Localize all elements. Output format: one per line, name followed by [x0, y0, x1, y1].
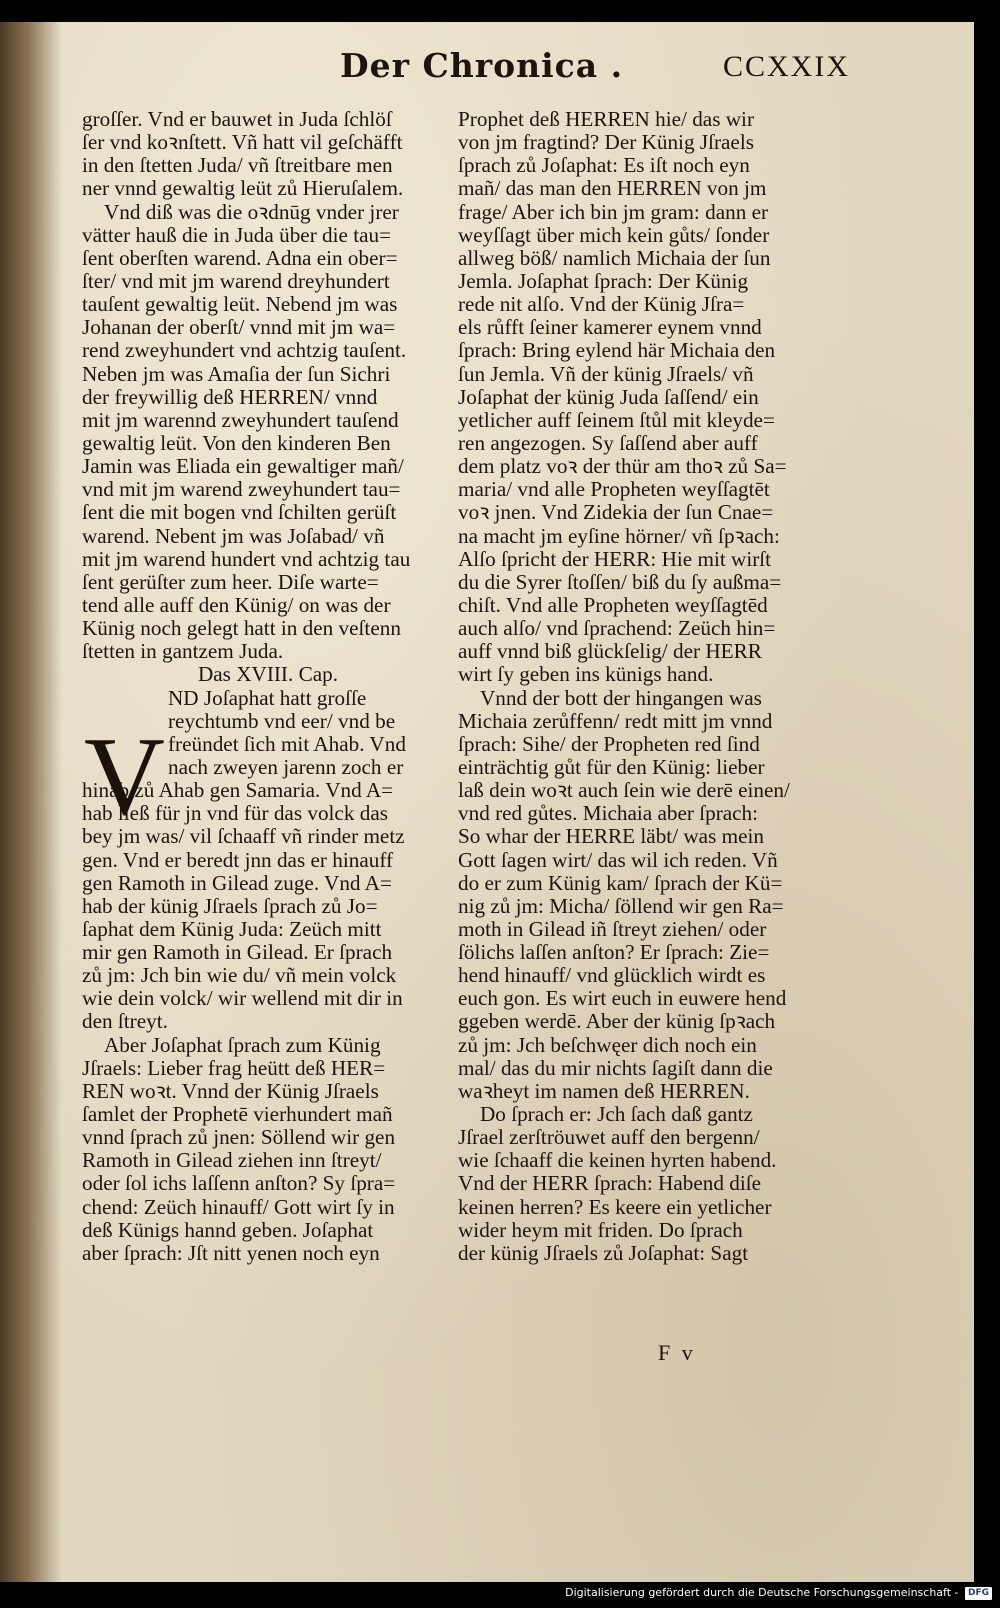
text-line: Das XVIII. Cap. — [197, 662, 339, 687]
page-header — [340, 46, 860, 96]
text-line: hab der künig Jſraels ſprach zů Jo= — [82, 893, 378, 918]
text-line: den ſtreyt. — [82, 1009, 168, 1034]
text-line: Vnd diß was die oꝛdnūg vnder jrer — [104, 199, 399, 224]
text-line: der künig Jſraels zů Joſaphat: Sagt — [458, 1240, 749, 1265]
text-line: ſter/ vnd mit jm warend dreyhundert — [82, 268, 390, 293]
text-line: ſent gerüſter zum heer. Diſe warte= — [82, 569, 379, 594]
running-title: Der Chronica . — [340, 46, 624, 85]
text-line: mañ/ das man den HERREN von jm — [458, 176, 767, 201]
text-line: ſamlet der Prophetē vierhundert mañ — [82, 1102, 393, 1127]
text-line: chend: Zeüch hinauff/ Gott wirt ſy in — [82, 1194, 395, 1219]
text-line: bey jm was/ vil ſchaaff vñ rinder metz — [82, 824, 405, 849]
text-line: ſölichs laſſen anſton? Er ſprach: Zie= — [458, 940, 770, 965]
text-line: vnd red gůtes. Michaia aber ſprach: — [458, 801, 759, 826]
text-line: laß dein woꝛt auch ſein wie derē einen/ — [458, 778, 790, 803]
text-line: na macht jm eyſine hörner/ vñ ſpꝛach: — [458, 523, 780, 548]
text-line: Jamin was Eliada ein gewaltiger mañ/ — [82, 454, 404, 479]
text-line: mal/ das du mir nichts ſagiſt dann die — [458, 1055, 773, 1080]
text-line: in den ſtetten Juda/ vñ ſtreitbare men — [82, 153, 393, 178]
text-line: ſprach: Sihe/ der Propheten red ſind — [458, 731, 760, 756]
text-line: So whar der HERRE läbt/ was mein — [458, 824, 764, 849]
text-line: auch alſo/ vnd ſprachend: Zeüch hin= — [458, 616, 776, 641]
page-gutter-shadow — [0, 22, 62, 1582]
text-line: tauſent gewaltig leüt. Nebend jm was — [82, 292, 398, 317]
text-line: ſent oberſten warend. Adna ein ober= — [82, 245, 398, 270]
text-line: ſer vnd koꝛnſtett. Vñ hatt vil geſchäfft — [82, 130, 403, 155]
text-line: mit jm warennd zweyhundert tauſend — [82, 407, 399, 432]
text-line: euch gon. Es wirt euch in euwere hend — [458, 986, 787, 1011]
text-line: ND Joſaphat hatt groſſe — [168, 685, 367, 710]
text-line: von jm fragtind? Der Künig Jſraels — [458, 130, 754, 155]
book-page — [0, 22, 974, 1582]
text-line: freündet ſich mit Ahab. Vnd — [168, 731, 406, 756]
text-line: moth in Gilead iñ ſtreyt ziehen/ oder — [458, 916, 767, 941]
text-line: Vnd der HERR ſprach: Habend diſe — [458, 1171, 762, 1196]
text-line: mir gen Ramoth in Gilead. Er ſprach — [82, 940, 393, 965]
text-line: rede nit alſo. Vnd der Künig Jſra= — [458, 292, 745, 317]
text-line: REN woꝛt. Vnnd der Künig Jſraels — [82, 1078, 379, 1103]
folio-number: CCXXIX — [722, 50, 850, 83]
text-line: vätter hauß die in Juda über die tau= — [82, 222, 392, 247]
text-line: els růfft ſeiner kamerer eynem vnnd — [458, 315, 762, 340]
text-line: maria/ vnd alle Propheten weyſſagtēt — [458, 477, 770, 502]
text-line: einträchtig gůt für den Künig: lieber — [458, 754, 765, 779]
text-line: hab ließ für jn vnd für das volck das — [82, 801, 388, 826]
text-line: allweg böß/ namlich Michaia der ſun — [458, 245, 771, 270]
text-line: vnd mit jm warend zweyhundert tau= — [82, 477, 401, 502]
text-line: Prophet deß HERREN hie/ das wir — [458, 107, 754, 131]
text-line: tend alle auff den Künig/ on was der — [82, 592, 391, 617]
text-line: do er zum Künig kam/ ſprach der Kü= — [458, 870, 783, 895]
text-line: du die Syrer ſtoſſen/ biß du ſy außma= — [458, 569, 782, 594]
text-line: ner vnnd gewaltig leüt zů Hieruſalem. — [82, 176, 404, 201]
text-line: wie ſchaaff die keinen hyrten habend. — [458, 1148, 777, 1173]
text-line: Gott ſagen wirt/ das wil ich reden. Vñ — [458, 847, 778, 872]
text-line: Jſrael zerſtröuwet auff den bergenn/ — [458, 1125, 760, 1150]
text-line: gen. Vnd er beredt jnn das er hinauff — [82, 847, 394, 872]
text-line: waꝛheyt im namen deß HERREN. — [458, 1078, 750, 1103]
text-line: ſtetten in gantzem Juda. — [82, 639, 284, 664]
text-line: Do ſprach er: Jch ſach daß gantz — [480, 1102, 753, 1127]
text-line: frage/ Aber ich bin jm gram: dann er — [458, 199, 769, 224]
text-line: zů jm: Jch beſchwęer dich noch ein — [458, 1032, 757, 1057]
text-line: nach zweyen jarenn zoch er — [168, 754, 404, 779]
text-line: Künig noch gelegt hatt in den veſtenn — [82, 616, 401, 641]
text-line: yetlicher auff ſeinem ſtůl mit kleyde= — [458, 407, 775, 432]
text-line: wider heym mit friden. Do ſprach — [458, 1217, 743, 1242]
text-line: keinen herren? Es keere ein yetlicher — [458, 1194, 772, 1219]
text-line: Vnnd der bott der hingangen was — [480, 685, 762, 710]
text-line: weyſſagt über mich kein gůts/ ſonder — [458, 222, 770, 247]
right-text-column — [458, 108, 838, 1265]
text-line: vnnd ſprach zů jnen: Söllend wir gen — [82, 1125, 396, 1150]
text-line: Joſaphat der künig Juda ſaſſend/ ein — [458, 384, 759, 409]
text-line: deß Künigs hannd geben. Joſaphat — [82, 1217, 374, 1242]
signature-mark: F v — [658, 1340, 696, 1365]
footer-credit: Digitalisierung gefördert durch die Deutsche Forschungsgemeinschaft - — [565, 1586, 959, 1599]
text-line: hend hinauff/ vnd glücklich wirdt es — [458, 963, 766, 988]
text-line: gen Ramoth in Gilead zuge. Vnd A= — [82, 870, 392, 895]
drop-initial: V — [84, 715, 165, 839]
text-line: Johanan der oberſt/ vnnd mit jm wa= — [82, 315, 396, 340]
text-line: ren angezogen. Sy ſaſſend aber auff — [458, 430, 758, 455]
text-line: voꝛ jnen. Vnd Zidekia der ſun Cnae= — [458, 500, 774, 525]
text-line: warend. Nebent jm was Joſabad/ vñ — [82, 523, 385, 548]
text-line: nig zů jm: Micha/ ſöllend wir gen Ra= — [458, 893, 784, 918]
text-line: Neben jm was Amaſia der ſun Sichri — [82, 361, 391, 386]
text-line: ſent die mit bogen vnd ſchilten gerüſt — [82, 500, 397, 525]
text-line: ſaphat dem Künig Juda: Zeüch mitt — [82, 916, 382, 941]
text-line: Alſo ſpricht der HERR: Hie mit wirſt — [458, 546, 772, 571]
text-line: hinab zů Ahab gen Samaria. Vnd A= — [82, 778, 394, 803]
left-text-column — [82, 108, 454, 1265]
text-line: groſſer. Vnd er bauwet in Juda ſchlöſ — [82, 107, 392, 131]
text-line: aber ſprach: Jſt nitt yenen noch eyn — [82, 1240, 380, 1265]
text-line: dem platz voꝛ der thür am thoꝛ zů Sa= — [458, 454, 787, 479]
text-line: Jemla. Joſaphat ſprach: Der Künig — [458, 268, 749, 293]
text-line: zů jm: Jch bin wie du/ vñ mein volck — [82, 963, 397, 988]
text-line: Jſraels: Lieber frag heütt deß HER= — [82, 1055, 386, 1080]
text-line: mit jm warend hundert vnd achtzig tau — [82, 546, 411, 571]
dfg-logo-icon: DFG — [965, 1587, 992, 1600]
text-line: chiſt. Vnd alle Propheten weyſſagtēd — [458, 592, 768, 617]
text-line: rend zweyhundert vnd achtzig tauſent. — [82, 338, 407, 363]
text-line: wie dein volck/ wir wellend mit dir in — [82, 986, 403, 1011]
text-line: Ramoth in Gilead ziehen inn ſtreyt/ — [82, 1148, 382, 1173]
text-line: ſprach zů Joſaphat: Es iſt noch eyn — [458, 153, 750, 178]
text-line: auff vnnd biß glückſelig/ der HERR — [458, 639, 762, 664]
text-line: ggeben werdē. Aber der künig ſpꝛach — [458, 1009, 776, 1034]
text-line: gewaltig leüt. Von den kinderen Ben — [82, 430, 391, 455]
text-line: reychtumb vnd eer/ vnd be — [168, 708, 396, 733]
text-line: der freywillig deß HERREN/ vnnd — [82, 384, 378, 409]
text-line: ſprach: Bring eylend här Michaia den — [458, 338, 776, 363]
text-line: oder ſol ichs laſſenn anſton? Sy ſpra= — [82, 1171, 396, 1196]
text-line: Aber Joſaphat ſprach zum Künig — [104, 1032, 381, 1057]
text-line: Michaia zerůffenn/ redt mitt jm vnnd — [458, 708, 773, 733]
digitization-footer — [565, 1584, 992, 1602]
text-line: ſun Jemla. Vñ der künig Jſraels/ vñ — [458, 361, 754, 386]
text-line: wirt ſy geben ins künigs hand. — [458, 662, 714, 687]
